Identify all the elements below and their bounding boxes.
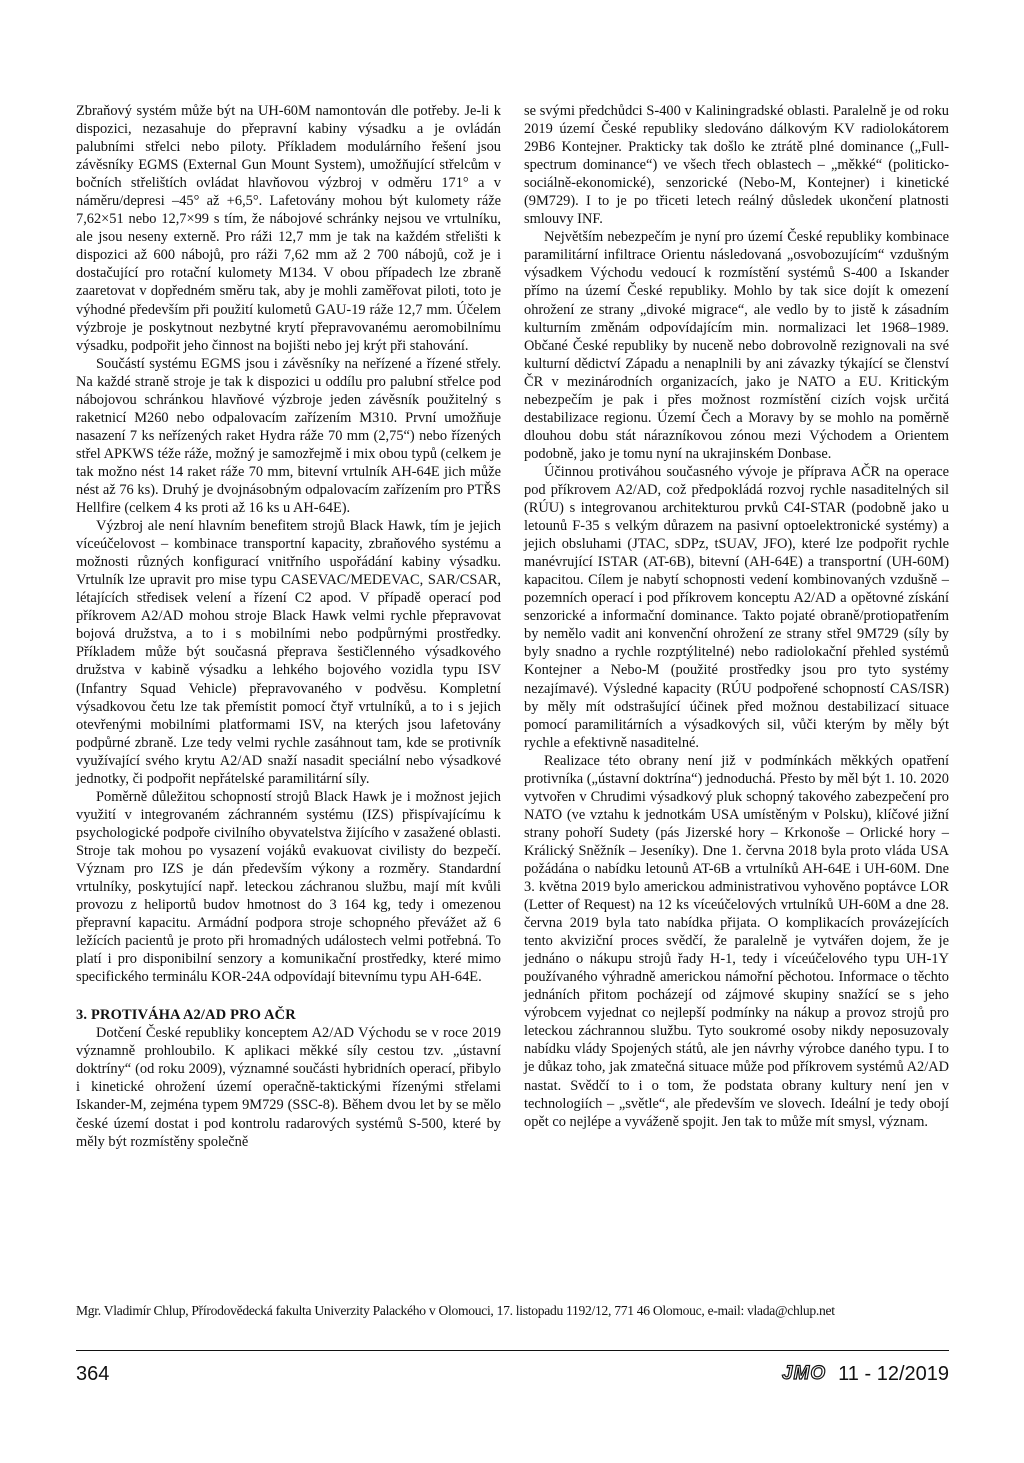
section-heading: 3. PROTIVÁHA A2/AD PRO AČR (76, 1007, 296, 1024)
issue-number: 11 - 12/2019 (838, 1363, 949, 1385)
author-affiliation: Mgr. Vladimír Chlup, Přírodovědecká fakulta Univerzity Palackého v Olomouci, 17. listopadu 1192/12, 771 46 Olomouc, e-mail: vlada@chlup.net (76, 1303, 835, 1318)
paragraph: Největším nebezpečím je nyní pro území České republiky kombinace paramilitární infiltrace Orientu následovaná „osvobozujícím“ vzdušným výsadkem Východu vedoucí k rozmístění systémů S-400 a Iskander přímo na území České republiky. Mohlo by tak sice dojít k omezení ohrožení ze strany „divoké migrace“, ale vedlo by to jistě k zásadním kulturním změnám odpovídajícím min. normalizaci let 1968–1989. Občané České republiky by nuceně nebo dobrovolně rezignovali na své kulturní dědictví Západu a nenaplnili by ani závazky týkající se členství ČR v mezinárodních organizacích, jako je NATO a EU. Kritickým nebezpečím je pak i přes možnost rozmístění cizích vojsk určitá destabilizace regionu. Území Čech a Moravy by se mohlo na poměrně dlouhou dobu stát nárazníkovou zónou mezi Východem a Orientem podobně, jako je tomu nyní na ukrajinském Donbase. (524, 229, 949, 462)
footer-divider (76, 1350, 949, 1351)
right-column (524, 102, 949, 1131)
left-column (76, 102, 501, 1151)
paragraph: Realizace této obrany není již v podmínkách měkkých opatření protivníka („ústavní doktrína“) jednoduchá. Přesto by měl být 1. 10. 2020 vytvořen v Chrudimi výsadkový pluk schopný takového zabezpečení pro NATO (ve vztahu k jednotkám USA umístěným v Polsku), klíčové jižní strany pohoří Sudety (pás Jizerské hory – Krkonoše – Orlické hory – Králický Sněžník – Jeseníky). Dne 1. června 2018 byla proto vláda USA požádána o nabídku letounů AT-6B a vrtulníků AH-64E i UH-60M. Dne 3. května 2019 bylo americkou administrativou vyhověno poptávce LOR (Letter of Request) na 12 ks víceúčelových vrtulníků UH-60M a dne 28. června 2019 byla tato nabídka přijata. O komplikacích provázejících tento akviziční proces svědčí, že paralelně je vytvářen dojem, že je jednáno o nákupu strojů řady H-1, tedy i víceúčelového typu UH-1Y používaného výhradně americkou námořní pěchotou. Informace o těchto jednáních přitom pocházejí od zájmové skupiny snažící se s jeho výrobcem vyjednat co nejlepší podmínky na nákup a provoz strojů pro leteckou záchrannou službu. Tyto soukromé osoby nikdy neposuzovaly nabídku vlády Spojených států, ale jen návrhy výrobce daného typu. I to je důkaz toho, jak zmatečná situace může pod příkrovem systémů A2/AD nastat. Svědčí to i o tom, že podstata obrany kultury není jen v technologiích – „světle“, ale především ve slovech. Ideální je tedy obojí opět co nejlépe a vyváženě spojit. Jen tak to může mít smysl, význam. (524, 752, 949, 1130)
paragraph: Zbraňový systém může být na UH-60M namontován dle potřeby. Je-li k dispozici, nezasahuje do přepravní kabiny výsadku a je ovládán palubními střelci nebo piloty. Příkladem modulárního řešení jsou závěsníky EGMS (External Gun Mount System), umožňující střelcům v bočních střelištích ovládat hlavňovou výzbroj v odměru 171° a v náměru/depresi –45° až +6,5°. Lafetovány mohou být kulomety ráže 7,62×51 nebo 12,7×99 s tím, že nábojové schránky nejsou ve vrtulníku, ale jsou neseny externě. Pro ráži 12,7 mm je tak na každém střelišti k dispozici až 600 nábojů, pro ráži 7,62 mm až 2 700 nábojů, což je i dostačující pro rotační kulomety M134. V obou případech lze zbraně zaaretovat v dopředném směru tak, aby je mohli zaměřovat piloti, toto je výhodné především při použití kulometů GAU-19 ráže 12,7 mm. Účelem výzbroje je poskytnout nezbytné krytí přepravovanému aeromobilnímu výsadku, podpořit jeho činnost na bojišti nebo jej krýt při stahování. (76, 103, 501, 354)
journal-issue-block (782, 1362, 949, 1386)
paragraph: Poměrně důležitou schopností strojů Black Hawk je i možnost jejich využití v integrovaném záchranném systému (IZS) přispívajícímu k psychologické podpoře civilního obyvatelstva žijícího v zasažené oblasti. Stroje tak mohou po vysazení vojáků evakuovat civilisty do bezpečí. Význam pro IZS je dán především výkony a rozměry. Standardní vrtulníky, poskytující např. leteckou záchranou službu, mají mít kvůli provozu z heliportů budov hmotnost do 3 164 kg, tedy i omezenou přepravní kapacitu. Armádní podpora stroje schopného převážet až 6 ležících pacientů je proto při hromadných událostech velmi potřebná. To platí i pro disponibilní senzory a komunikační prostředky, které mimo specifického terminálu KOR-24A odpovídají bitevnímu typu AH-64E. (76, 788, 501, 986)
page-number: 364 (76, 1363, 110, 1385)
paragraph: Účinnou protiváhou současného vývoje je příprava AČR na operace pod příkrovem A2/AD, což předpokládá rozvoj rychle nasaditelných sil (RÚU) s integrovanou architekturou prvků C4I-STAR (podobně jako u letounů F-35 s velkým důrazem na pasivní optoelektronické systémy) a jejich obsluhami (JTAC, sDPz, tSUAV, JFO), které lze podpořit rychle manévrující ISTAR (AT-6B), bitevní (AH-64E) a transportní (UH-60M) kapacitou. Cílem je nabytí schopnosti vedení kombinovaných vzdušně – pozemních operací i pod příkrovem konceptu A2/AD a opětovné získání senzorické a informační dominance. Takto pojaté obraně/protiopatřením by nemělo vadit ani konvenční ohrožení ze strany střel 9M729 (síly by byly snadno a rychle rozptýlitelné) nebo radiolokační přehled systémů Kontejner a Nebo-M (použité prostředky jsou pro tyto systémy nezajímavé). Výsledné kapacity (RÚU podpořené schopností CAS/ISR) by měly mít odstrašující účinek před možnou destabilizací situace pomocí paramilitárních a výsadkových sil, vůči kterým by měly být rychle a efektivně nasaditelné. (524, 463, 949, 751)
paragraph: Součástí systému EGMS jsou i závěsníky na neřízené a řízené střely. Na každé straně stroje je tak k dispozici u oddílu pro palubní střelce pod nábojovou schránkou hlavňové výzbroje jeden závěsník použitelný s raketnicí M260 nebo odpalovacím zařízením M310. První umožňuje nasazení 7 ks neřízených raket Hydra ráže 70 mm (2,75“) nebo řízených střel APKWS téže ráže, možný je samozřejmě i mix obou typů (celkem je tak možno nést 14 raket ráže 70 mm, bitevní vrtulník AH-64E jich může nést až 76 ks). Druhý je dvojnásobným odpalovacím zařízením pro PTŘS Hellfire (celkem 4 ks proti až 16 ks u AH-64E). (76, 355, 501, 517)
paragraph: Výzbroj ale není hlavním benefitem strojů Black Hawk, tím je jejich víceúčelovost – kombinace transportní kapacity, zbraňového systému a možnosti různých konfigurací vnitřního uspořádání kabiny výsadku. Vrtulník lze upravit pro mise typu CASEVAC/MEDEVAC, SAR/CSAR, létajících středisek velení a řízení C2 apod. V případě operací pod příkrovem A2/AD mohou stroje Black Hawk velmi rychle přepravovat bojová družstva, a to i s mobilními nebo podpůrnými prostředky. Příkladem může být současná přeprava šestičlenného výsadkového družstva v kabině výsadku a lehkého bojového vozidla typu ISV (Infantry Squad Vehicle) přepravovaného v podvěsu. Kompletní výsadkovou četu lze tak přemístit pomocí čtyř vrtulníků, a to i s jejich otevřenými mobilními platformami ISV, na kterých jsou lafetovány podpůrné zbraně. Lze tedy velmi rychle zasáhnout tam, kde se protivník využívající svého krytu A2/AD snaží nasadit speciální nebo výsadkové jednotky, či podpořit nepřátelské paramilitární síly. (76, 518, 501, 787)
journal-logo: JMO (781, 1363, 827, 1384)
paragraph-continuation: se svými předchůdci S-400 v Kaliningradské oblasti. Paralelně je od roku 2019 území České republiky sledováno dálkovým KV radiolokátorem 29B6 Kontejner. Prakticky tak došlo ke ztrátě plné dominance („Full-spectrum dominance“) ve všech třech oblastech – „měkké“ (politicko-sociálně-ekonomické), senzorické (Nebo-M, Kontejner) i kinetické (9M729). I to je po třiceti letech reálný důsledek ukončení platnosti smlouvy INF. (524, 103, 949, 228)
paragraph: Dotčení České republiky konceptem A2/AD Východu se v roce 2019 významně prohloubilo. K aplikaci měkké síly cestou tzv. „ústavní doktríny“ (od roku 2009), významné součásti hybridních operací, přibylo i kinetické ohrožení území operačně-taktickými řízenými střelami Iskander-M, zejména typem 9M729 (SSC-8). Během dvou let by se mělo české území dostat i pod kontrolu radarových systémů S-500, které by měly být rozmístěny společně (76, 1025, 501, 1150)
